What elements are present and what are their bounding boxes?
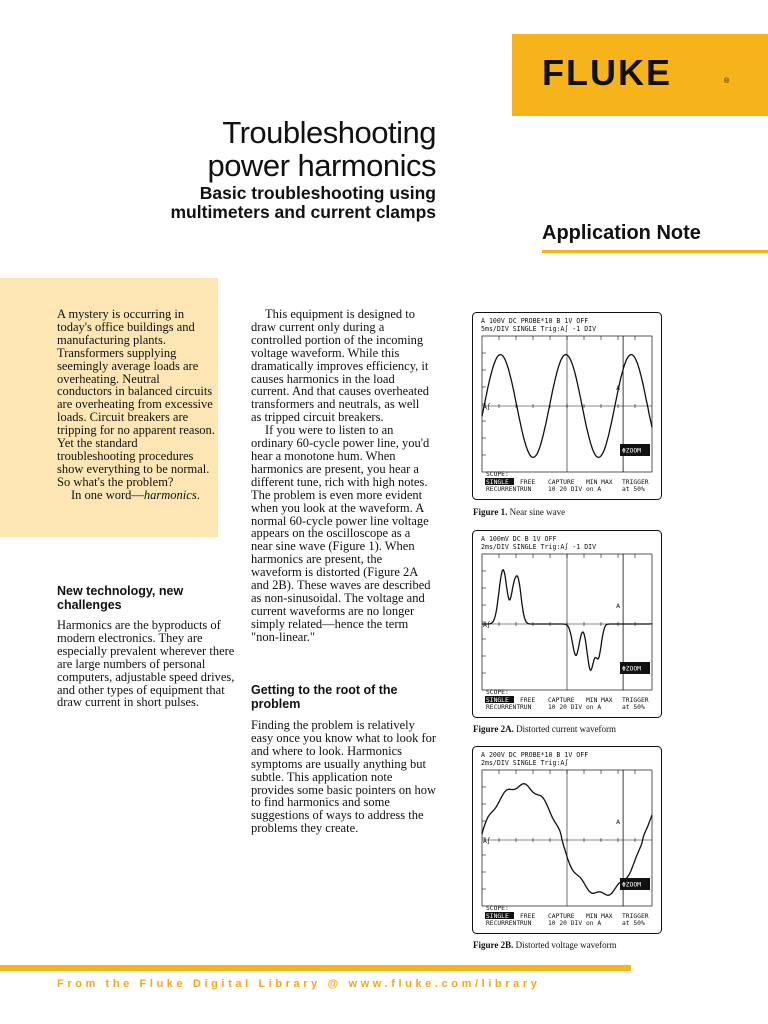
softkey-label-top: FREE [520,913,536,920]
softkey-label-top: CAPTURE [548,697,575,704]
intro-answer-suffix: . [196,487,200,502]
softkey-label-bottom: RECURRENT [486,920,521,927]
softkey-label-bottom: 10 20 DIV [548,704,583,711]
scope-header-line-1: A 100V DC PROBE*10 B 1V OFF [481,317,589,325]
oscilloscope-screen [472,746,662,934]
fluke-logo-block [512,34,768,116]
document-type-label: Application Note [542,222,701,244]
softkey-label-top: FREE [520,479,536,486]
softkey-label-bottom: on A [586,486,602,493]
column2-paragraph-1: This equipment is designed to draw current only during a controlled portion of the incoming voltage waveform. While this dramatically improves efficiency, it causes harmonics in the load current. And that causes overheated transformers and neutrals, as well as tripped circuit breakers. [251,307,430,425]
channel-a-marker: A [616,384,621,392]
oscilloscope-figure-1 [472,312,662,500]
scope-header-line-2: 2ms/DIV SINGLE Trig:A∫ [481,759,569,767]
zoom-label: ΦZOOM [622,665,641,673]
scope-menu-label: SCOPE: [486,905,509,912]
softkey-label-bottom: at 50% [622,704,645,711]
oscilloscope-screen [472,530,662,718]
intro-answer-prefix: In one word— [71,487,144,502]
fluke-logo: FLUKE [542,52,672,93]
softkey-label-top: FREE [520,697,536,704]
figure-caption-label: Figure 2B. [473,940,514,950]
softkey-label-bottom: 10 20 DIV [548,486,583,493]
softkey-label-bottom: on A [586,920,602,927]
scope-header-line-2: 5ms/DIV SINGLE Trig:A∫ -1 DIV [481,325,597,333]
footer-library-link[interactable]: From the Fluke Digital Library @ www.fluke.com/library [57,978,541,990]
softkey-label-bottom: RUN [520,704,532,711]
scope-header-line-2: 2ms/DIV SINGLE Trig:A∫ -1 DIV [481,543,597,551]
column2-paragraph-2: If you were to listen to an ordinary 60-cycle power line, you'd hear a monotone hum. When harmonics are present, you hear a different tune, rich with high notes. The problem is even more evident when you look at the waveform. A normal 60-cycle power line voltage appears on the oscilloscope as a near sine wave (Figure 1). When harmonics are present, the waveform is distorted (Figure 2A and 2B). These waves are described as non-sinusoidal. The voltage and current waveforms are no longer simply related—hence the term "non-linear." [251,423,431,644]
section-body-new-technology: Harmonics are the byproducts of modern electronics. They are especially prevalent wherever there are large numbers of personal computers, adjustable speed drives, and other types of equipment that draw current in short pulses. [57,618,235,710]
channel-a-ground-marker: A∫ [483,837,491,845]
accent-rule [542,250,768,253]
column2-text [251,308,431,644]
oscilloscope-screen [472,312,662,500]
softkey-label-top: TRIGGER [622,697,649,704]
softkey-label-top: CAPTURE [548,913,575,920]
channel-a-marker: A [616,818,621,826]
intro-paragraph: A mystery is occurring in today's office buildings and manufacturing plants. Transformers supplying seemingly average loads are overheating. Neutral conductors in balanced circuits are overheating from excessive loads. Circuit breakers are tripping for no apparent reason. Yet the standard troubleshooting procedures show everything to be normal. So what's the problem? [57,307,215,489]
softkey-label-top: CAPTURE [548,479,575,486]
intro-answer [57,489,215,502]
softkey-label-top: TRIGGER [622,479,649,486]
channel-a-marker: A [616,602,621,610]
softkey-label-bottom: RECURRENT [486,486,521,493]
scope-menu-label: SCOPE: [486,689,509,696]
softkey-label-top: TRIGGER [622,913,649,920]
section-heading-new-technology: New technology, new challenges [57,584,184,612]
softkey-label-bottom: RUN [520,920,532,927]
softkey-label-bottom: RUN [520,486,532,493]
softkey-label-bottom: 10 20 DIV [548,920,583,927]
figure-caption [473,507,565,517]
softkey-label-top: SINGLE [486,697,509,704]
scope-header-line-1: A 100mV DC B 1V OFF [481,535,557,543]
figure-caption-label: Figure 1. [473,507,508,517]
scope-header-line-1: A 200V DC PROBE*10 B 1V OFF [481,751,589,759]
softkey-label-bottom: at 50% [622,920,645,927]
figure-caption [473,724,616,734]
softkey-label-top: SINGLE [486,479,509,486]
oscilloscope-figure-3 [472,746,662,934]
softkey-label-bottom: on A [586,704,602,711]
softkey-label-bottom: RECURRENT [486,704,521,711]
softkey-label-top: MIN MAX [586,913,613,920]
figure-caption-text: Distorted current waveform [516,724,617,734]
channel-a-ground-marker: A∫ [483,621,491,629]
figure-caption-text: Distorted voltage waveform [515,940,617,950]
softkey-label-top: SINGLE [486,913,509,920]
page-subtitle: Basic troubleshooting using multimeters and current clamps [170,183,436,222]
page-title: Troubleshooting power harmonics [207,115,436,183]
scope-menu-label: SCOPE: [486,471,509,478]
section-heading-root-of-problem: Getting to the root of the problem [251,683,398,711]
zoom-label: ΦZOOM [622,881,641,889]
figure-caption [473,940,617,950]
softkey-label-top: MIN MAX [586,479,613,486]
softkey-label-bottom: at 50% [622,486,645,493]
intro-answer-emphasis: harmonics [143,487,197,502]
channel-a-ground-marker: A∫ [483,403,491,411]
intro-sidebar-text [57,308,215,502]
figure-caption-label: Figure 2A. [473,724,514,734]
section-body-root-of-problem: Finding the problem is relatively easy once you know what to look for and where to look. Harmonics symptoms are usually anything but subtle. This application note provides some basic pointers on how to find harmonics and some suggestions of ways to address the problems they create. [251,718,437,836]
softkey-label-top: MIN MAX [586,697,613,704]
footer-rule [0,965,631,971]
figure-caption-text: Near sine wave [509,507,566,517]
oscilloscope-figure-2 [472,530,662,718]
zoom-label: ΦZOOM [622,447,641,455]
registered-mark: ® [724,78,730,85]
